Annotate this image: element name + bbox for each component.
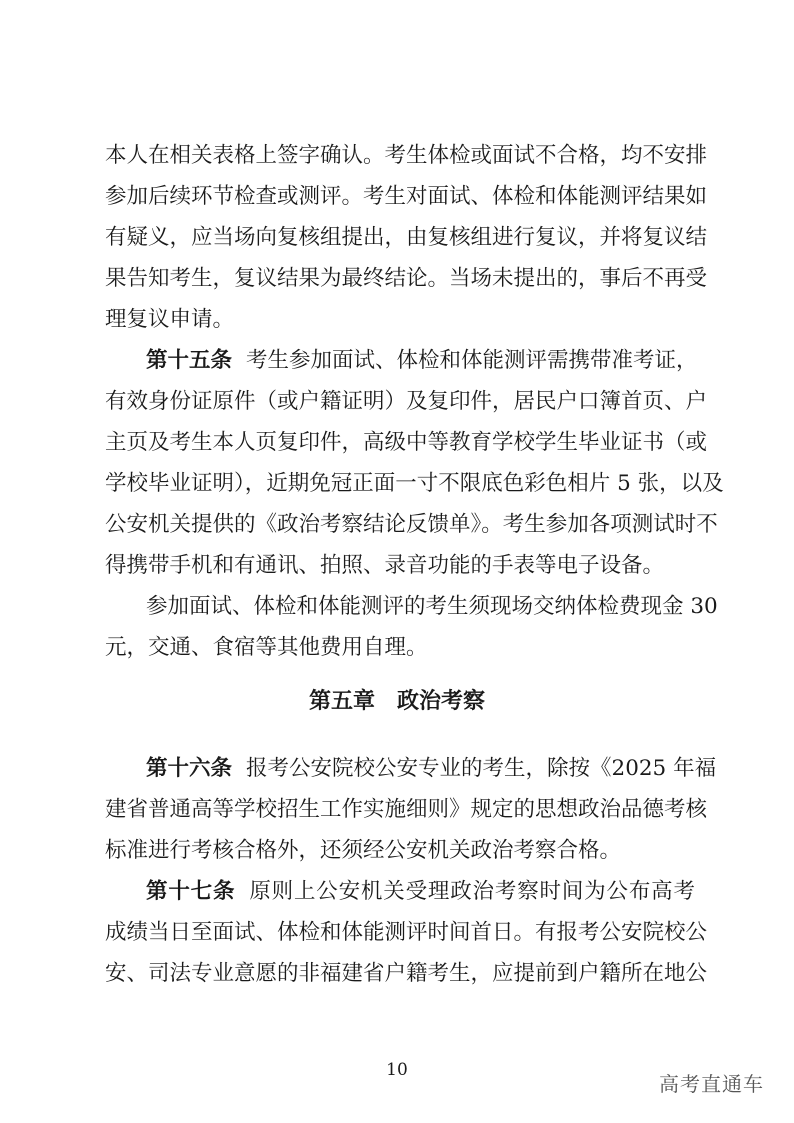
text-line: 参加面试、体检和体能测评的考生须现场交纳体检费现金 30 — [146, 594, 718, 619]
chapter-title: 政治考察 — [397, 688, 486, 714]
chapter-heading — [0, 686, 794, 716]
article-16-line — [146, 754, 717, 784]
text-line: 安、司法专业意愿的非福建省户籍考生，应提前到户籍所在地公 — [105, 961, 708, 986]
article-17-line — [146, 877, 695, 907]
text-line: 有效身份证原件（或户籍证明）及复印件，居民户口簿首页、户 — [105, 389, 708, 414]
article-15-heading: 第十五条 — [146, 348, 233, 373]
watermark-text: 高考直通车 — [659, 1072, 764, 1096]
text-line: 得携带手机和有通讯、拍照、录音功能的手表等电子设备。 — [105, 553, 665, 578]
article-16-heading: 第十六条 — [146, 756, 233, 781]
text-line: 有疑义，应当场向复核组提出，由复核组进行复议，并将复议结 — [105, 225, 708, 250]
text-line: 理复议申请。 — [105, 307, 235, 332]
text-span: 考生参加面试、体检和体能测评需携带准考证， — [246, 348, 698, 373]
text-line: 建省普通高等学校招生工作实施细则》规定的思想政治品德考核 — [105, 797, 708, 822]
text-line: 参加后续环节检查或测评。考生对面试、体检和体能测评结果如 — [105, 184, 708, 209]
text-span: 报考公安院校公安专业的考生，除按《2025 年福 — [246, 756, 717, 781]
chapter-number: 第五章 — [308, 688, 375, 714]
article-17-heading: 第十七条 — [146, 879, 236, 904]
text-line: 标准进行考核合格外，还须经公安机关政治考察合格。 — [105, 838, 622, 863]
text-span: 原则上公安机关受理政治考察时间为公布高考 — [249, 879, 695, 904]
page-number: 10 — [386, 1060, 408, 1080]
text-line: 元，交通、食宿等其他费用自理。 — [105, 635, 428, 660]
text-line: 本人在相关表格上签字确认。考生体检或面试不合格，均不安排 — [105, 143, 708, 168]
article-15-line — [146, 346, 698, 376]
text-line: 成绩当日至面试、体检和体能测评时间首日。有报考公安院校公 — [105, 920, 708, 945]
text-line: 学校毕业证明），近期免冠正面一寸不限底色彩色相片 5 张，以及 — [105, 471, 724, 496]
text-line: 主页及考生本人页复印件，高级中等教育学校学生毕业证书（或 — [105, 430, 708, 455]
text-line: 果告知考生，复议结果为最终结论。当场未提出的，事后不再受 — [105, 266, 708, 291]
text-line: 公安机关提供的《政治考察结论反馈单》。考生参加各项测试时不 — [105, 512, 718, 537]
